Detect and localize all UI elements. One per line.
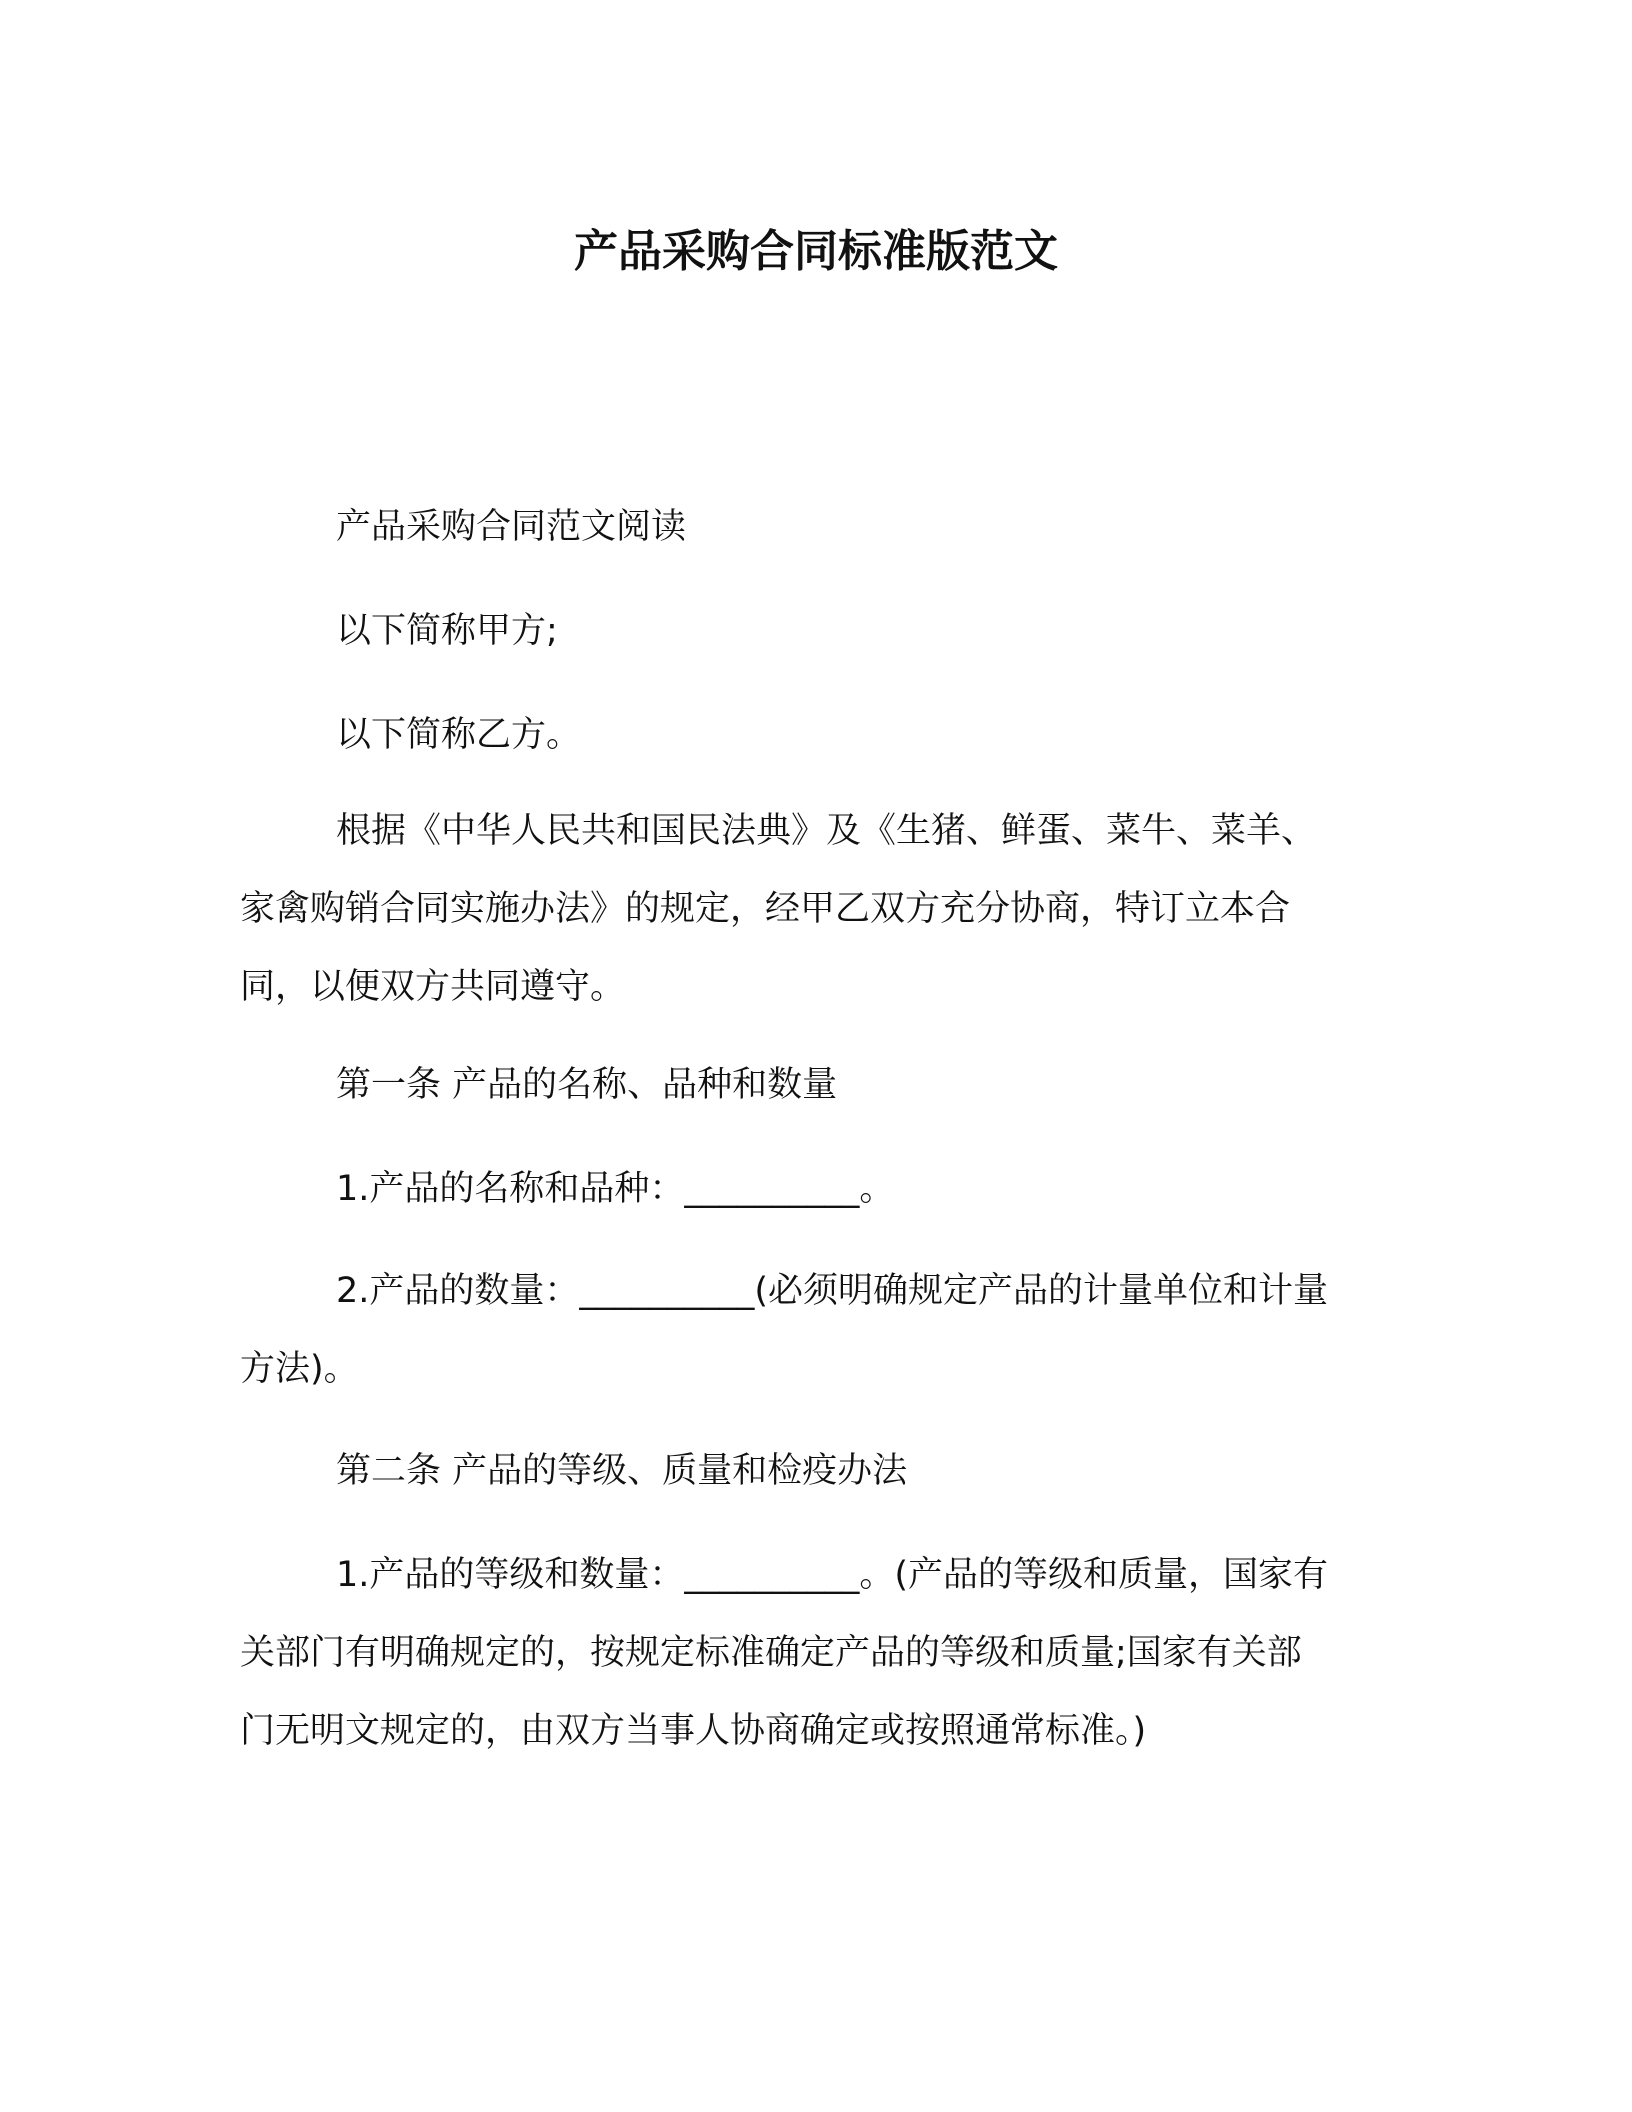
- paragraph-line: 以下简称甲方;: [336, 611, 558, 651]
- paragraph-line: 根据《中华人民共和国民法典》及《生猪、鲜蛋、菜牛、菜羊、: [336, 811, 1317, 851]
- paragraph-line: 以下简称乙方。: [336, 715, 582, 755]
- paragraph-line: 同，以便双方共同遵守。: [240, 967, 626, 1007]
- article-2-heading: [240, 1432, 1400, 1510]
- paragraph-intro-heading: [240, 488, 1400, 566]
- paragraph-line: 门无明文规定的，由双方当事人协商确定或按照通常标准。): [240, 1711, 1147, 1751]
- paragraph-line: 方法)。: [240, 1349, 359, 1389]
- paragraph-line: 1.产品的等级和数量：__________。(产品的等级和质量，国家有: [336, 1555, 1329, 1595]
- paragraph-line: 产品采购合同范文阅读: [336, 507, 687, 547]
- paragraph-line: 关部门有明确规定的，按规定标准确定产品的等级和质量;国家有关部: [240, 1633, 1302, 1673]
- paragraph-line: 2.产品的数量：__________(必须明确规定产品的计量单位和计量: [336, 1271, 1329, 1311]
- paragraph-line: 第一条 产品的名称、品种和数量: [336, 1065, 838, 1105]
- article-1-heading: [240, 1046, 1400, 1124]
- paragraph-party-b: [240, 696, 1400, 774]
- paragraph-party-a: [240, 592, 1400, 670]
- article-1-item-2: [240, 1252, 1400, 1408]
- paragraph-line: 家禽购销合同实施办法》的规定，经甲乙双方充分协商，特订立本合: [240, 889, 1291, 929]
- article-2-item-1: [240, 1536, 1400, 1770]
- article-1-item-1: [240, 1150, 1400, 1228]
- paragraph-line: 第二条 产品的等级、质量和检疫办法: [336, 1451, 908, 1491]
- paragraph-line: 1.产品的名称和品种：__________。: [336, 1169, 895, 1209]
- paragraph-legal-basis: [240, 792, 1400, 1026]
- document-title: 产品采购合同标准版范文: [574, 226, 1058, 277]
